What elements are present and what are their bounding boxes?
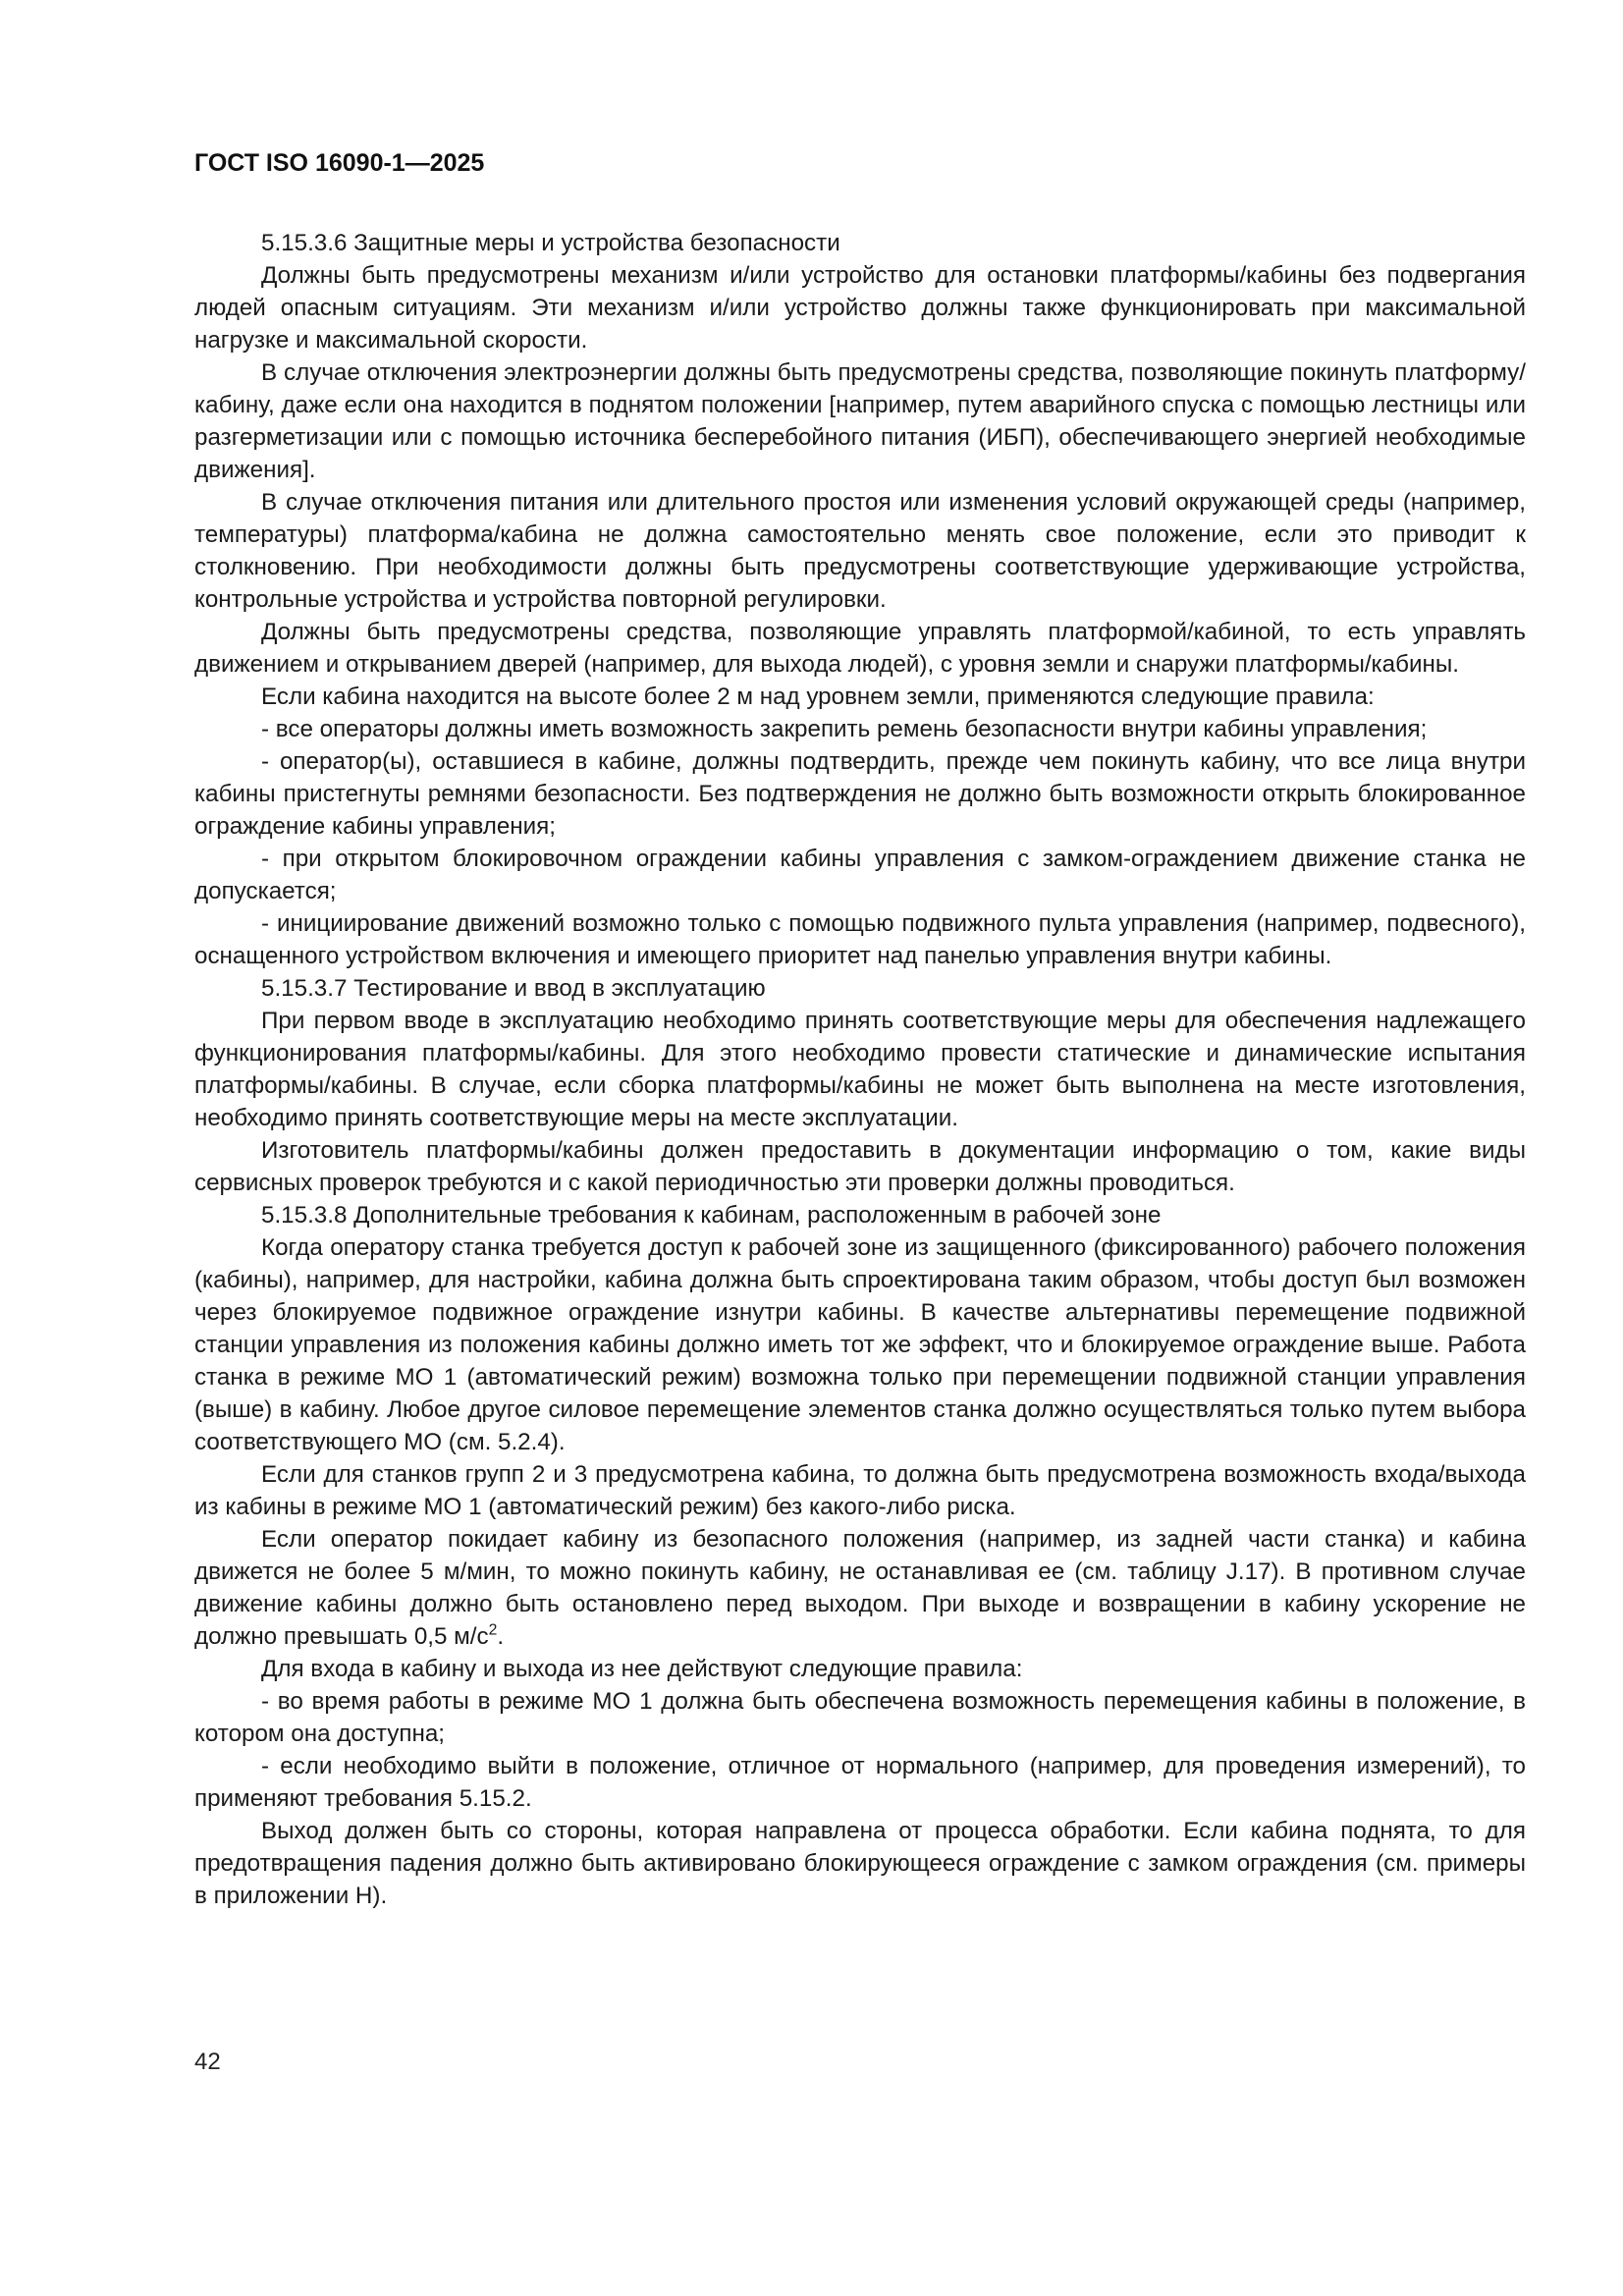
document-code-header: ГОСТ ISO 16090-1—2025 [194, 149, 485, 177]
paragraph: Должны быть предусмотрены механизм и/или устройство для остановки платформы/кабины без подвергания людей опасным ситуациям. Эти механизм и/или устройство должны также функционировать при максимальной нагрузке и максимальной скорости. [194, 262, 1526, 354]
superscript-exponent: 2 [488, 1621, 498, 1639]
section-heading-5-15-3-7: 5.15.3.7 Тестирование и ввод в эксплуатацию [261, 975, 766, 1002]
list-item: - если необходимо выйти в положение, отличное от нормального (например, для проведения измерений), то применяют требования 5.15.2. [194, 1753, 1526, 1812]
list-item: - инициирование движений возможно только с помощью подвижного пульта управления (например, подвесного), оснащенного устройством включения и имеющего приоритет над панелью управления внутри кабины. [194, 910, 1526, 969]
paragraph: В случае отключения электроэнергии должны быть предусмотрены средства, позволяющие покинуть платформу/кабину, даже если она находится в поднятом положении [например, путем аварийного спуска с помощью лестницы или разгерметизации или с помощью источника бесперебойного питания (ИБП), обеспечивающего энергией необходимые движения]. [194, 359, 1526, 483]
list-item: - при открытом блокировочном ограждении кабины управления с замком-ограждением движение станка не допускается; [194, 846, 1526, 904]
paragraph: При первом вводе в эксплуатацию необходимо принять соответствующие меры для обеспечения надлежащего функционирования платформы/кабины. Для этого необходимо провести статические и динамические испытания платформы/кабины. В случае, если сборка платформы/кабины не может быть выполнена на месте изготовления, необходимо принять соответствующие меры на месте эксплуатации. [194, 1008, 1526, 1131]
paragraph: Изготовитель платформы/кабины должен предоставить в документации информацию о том, какие виды сервисных проверок требуются и с какой периодичностью эти проверки должны проводиться. [194, 1137, 1526, 1196]
paragraph: Если кабина находится на высоте более 2 м над уровнем земли, применяются следующие правила: [261, 683, 1375, 710]
section-heading-5-15-3-8: 5.15.3.8 Дополнительные требования к кабинам, расположенным в рабочей зоне [261, 1202, 1162, 1229]
paragraph [194, 1523, 1526, 1653]
paragraph: Выход должен быть со стороны, которая направлена от процесса обработки. Если кабина поднята, то для предотвращения падения должно быть активировано блокирующееся ограждение с замком ограждения (см. примеры в приложении Н). [194, 1818, 1526, 1909]
section-heading-5-15-3-6: 5.15.3.6 Защитные меры и устройства безопасности [261, 230, 840, 256]
paragraph: Для входа в кабину и выхода из нее действуют следующие правила: [261, 1656, 1023, 1682]
paragraph: Когда оператору станка требуется доступ к рабочей зоне из защищенного (фиксированного) рабочего положения (кабины), например, для настройки, кабина должна быть спроектирована таким образом, чтобы доступ был возможен через блокируемое подвижное ограждение изнутри кабины. В качестве альтернативы перемещение подвижной станции управления из положения кабины должно иметь тот же эффект, что и блокируемое ограждение выше. Работа станка в режиме МО 1 (автоматический режим) возможна только при перемещении подвижной станции управления (выше) в кабину. Любое другое силовое перемещение элементов станка должно осуществляться только путем выбора соответствующего МО (см. 5.2.4). [194, 1234, 1526, 1455]
paragraph: Если для станков групп 2 и 3 предусмотрена кабина, то должна быть предусмотрена возможность входа/выхода из кабины в режиме МО 1 (автоматический режим) без какого-либо риска. [194, 1461, 1526, 1520]
list-item: - оператор(ы), оставшиеся в кабине, должны подтвердить, прежде чем покинуть кабину, что все лица внутри кабины пристегнуты ремнями безопасности. Без подтверждения не должно быть возможности открыть блокированное ограждение кабины управления; [194, 748, 1526, 840]
paragraph-text: Если оператор покидает кабину из безопасного положения (например, из задней части станка) и кабина движется не более 5 м/мин, то можно покинуть кабину, не останавливая ее (см. таблицу J.17). В противном случае движение кабины должно быть остановлено перед выходом. При выходе и возвращении в кабину ускорение не должно превышать 0,5 м/с [194, 1526, 1526, 1650]
list-item: - во время работы в режиме МО 1 должна быть обеспечена возможность перемещения кабины в положение, в котором она доступна; [194, 1688, 1526, 1747]
document-body [194, 227, 1526, 1912]
page-number: 42 [194, 2049, 221, 2075]
paragraph-end: . [497, 1623, 505, 1650]
paragraph: В случае отключения питания или длительного простоя или изменения условий окружающей среды (например, температуры) платформа/кабина не должна самостоятельно менять свое положение, если это приводит к столкновению. При необходимости должны быть предусмотрены соответствующие удерживающие устройства, контрольные устройства и устройства повторной регулировки. [194, 489, 1526, 613]
list-item: - все операторы должны иметь возможность закрепить ремень безопасности внутри кабины управления; [261, 716, 1428, 742]
paragraph: Должны быть предусмотрены средства, позволяющие управлять платформой/кабиной, то есть управлять движением и открыванием дверей (например, для выхода людей), с уровня земли и снаружи платформы/кабины. [194, 619, 1526, 678]
